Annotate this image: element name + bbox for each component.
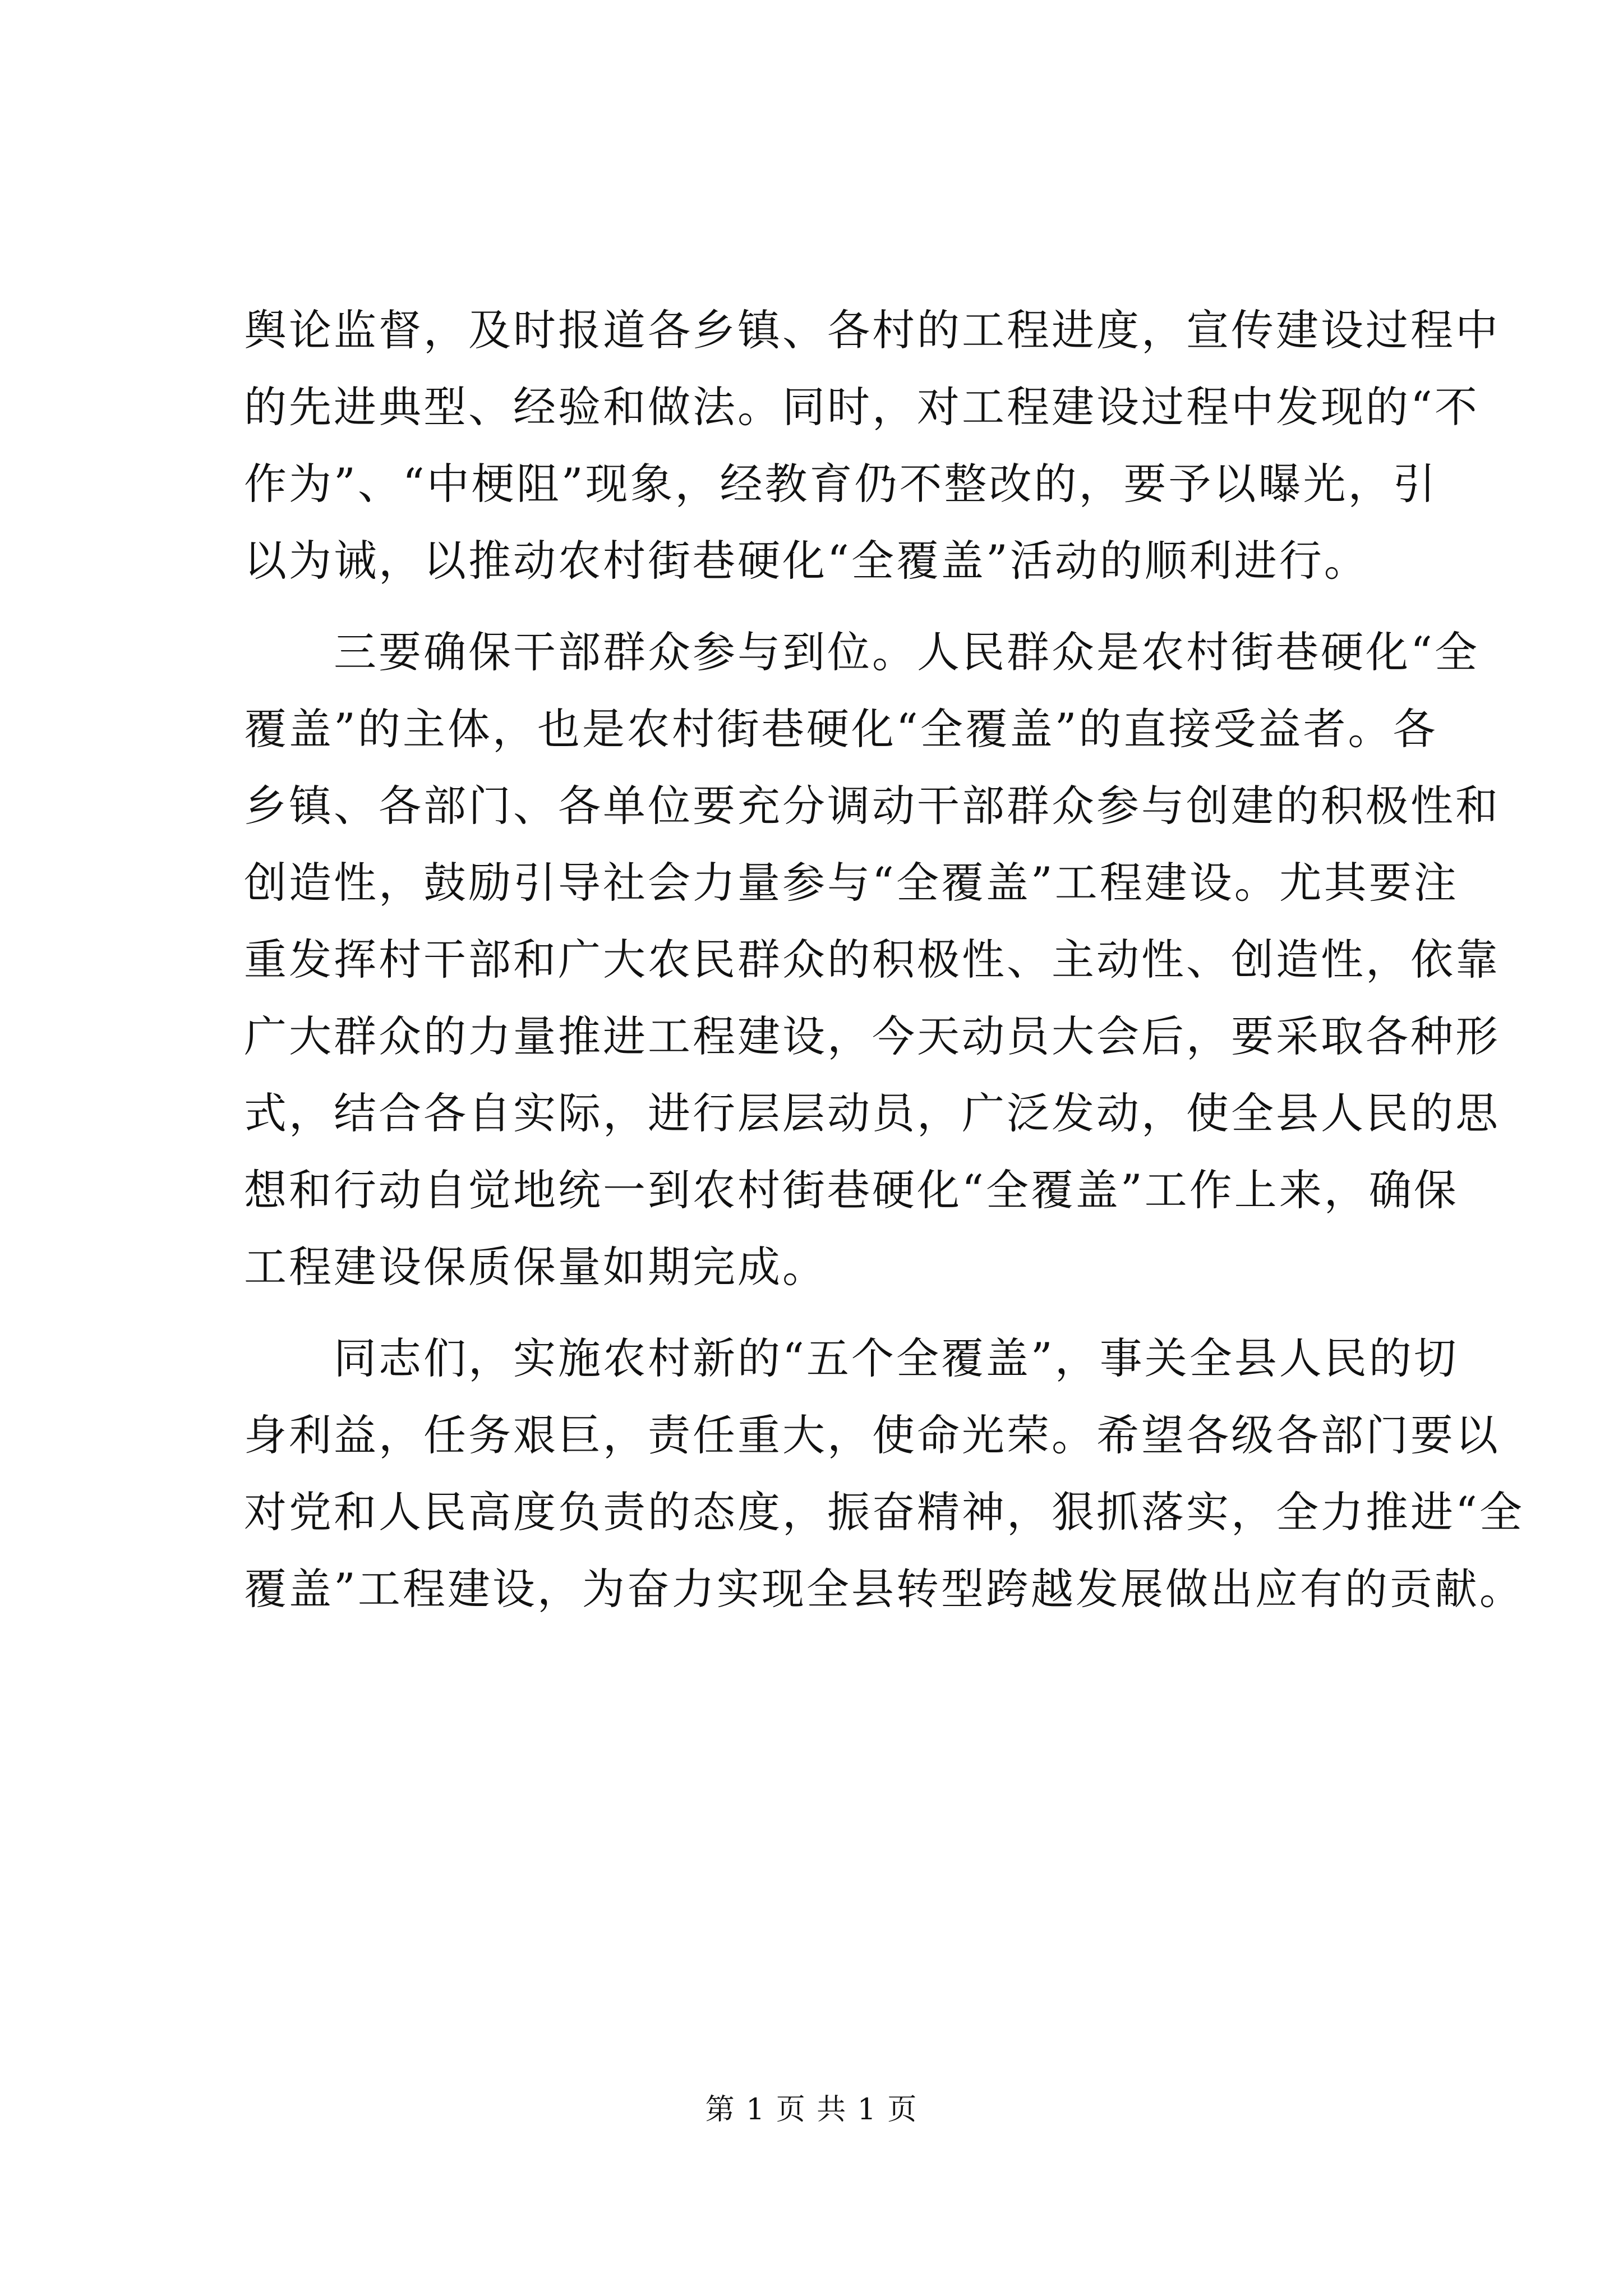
text-line: 以为诫，以推动农村街巷硬化“全覆盖”活动的顺利进行。 — [244, 536, 1369, 586]
document-body — [244, 292, 1524, 1627]
text-line: 想和行动自觉地统一到农村街巷硬化“全覆盖”工作上来，确保 — [244, 1165, 1459, 1215]
paragraph-spacer — [244, 599, 1427, 614]
text-line: 式，结合各自实际，进行层层动员，广泛发动，使全县人民的思 — [244, 1088, 1500, 1138]
paragraph-3 — [244, 1320, 1524, 1627]
paragraph-2 — [244, 614, 1500, 1305]
paragraph-1 — [244, 292, 1500, 599]
paragraph-spacer — [244, 1305, 1427, 1320]
text-line: 作为”、“中梗阻”现象，经教育仍不整改的，要予以曝光，引 — [244, 459, 1438, 509]
text-line: 对党和人民高度负责的态度，振奋精神，狠抓落实，全力推进“全 — [244, 1487, 1524, 1537]
text-line: 创造性，鼓励引导社会力量参与“全覆盖”工程建设。尤其要注 — [244, 858, 1459, 908]
text-line: 重发挥村干部和广大农民群众的积极性、主动性、创造性，依靠 — [244, 935, 1500, 984]
text-line: 广大群众的力量推进工程建设，今天动员大会后，要采取各种形 — [244, 1011, 1500, 1061]
text-line: 工程建设保质保量如期完成。 — [244, 1242, 827, 1292]
text-line: 同志们，实施农村新的“五个全覆盖”，事关全县人民的切 — [244, 1333, 1459, 1383]
page-number-footer: 第 1 页 共 1 页 — [705, 2093, 918, 2127]
text-line: 乡镇、各部门、各单位要充分调动干部群众参与创建的积极性和 — [244, 781, 1500, 831]
text-line: 覆盖”工程建设，为奋力实现全县转型跨越发展做出应有的贡献。 — [244, 1564, 1524, 1614]
text-line: 三要确保干部群众参与到位。人民群众是农村街巷硬化“全 — [244, 627, 1479, 677]
text-line: 身利益，任务艰巨，责任重大，使命光荣。希望各级各部门要以 — [244, 1410, 1500, 1460]
text-line: 覆盖”的主体，也是农村街巷硬化“全覆盖”的直接受益者。各 — [244, 704, 1438, 754]
text-line: 舆论监督，及时报道各乡镇、各村的工程进度，宣传建设过程中 — [244, 305, 1500, 355]
text-line: 的先进典型、经验和做法。同时，对工程建设过程中发现的“不 — [244, 382, 1479, 432]
